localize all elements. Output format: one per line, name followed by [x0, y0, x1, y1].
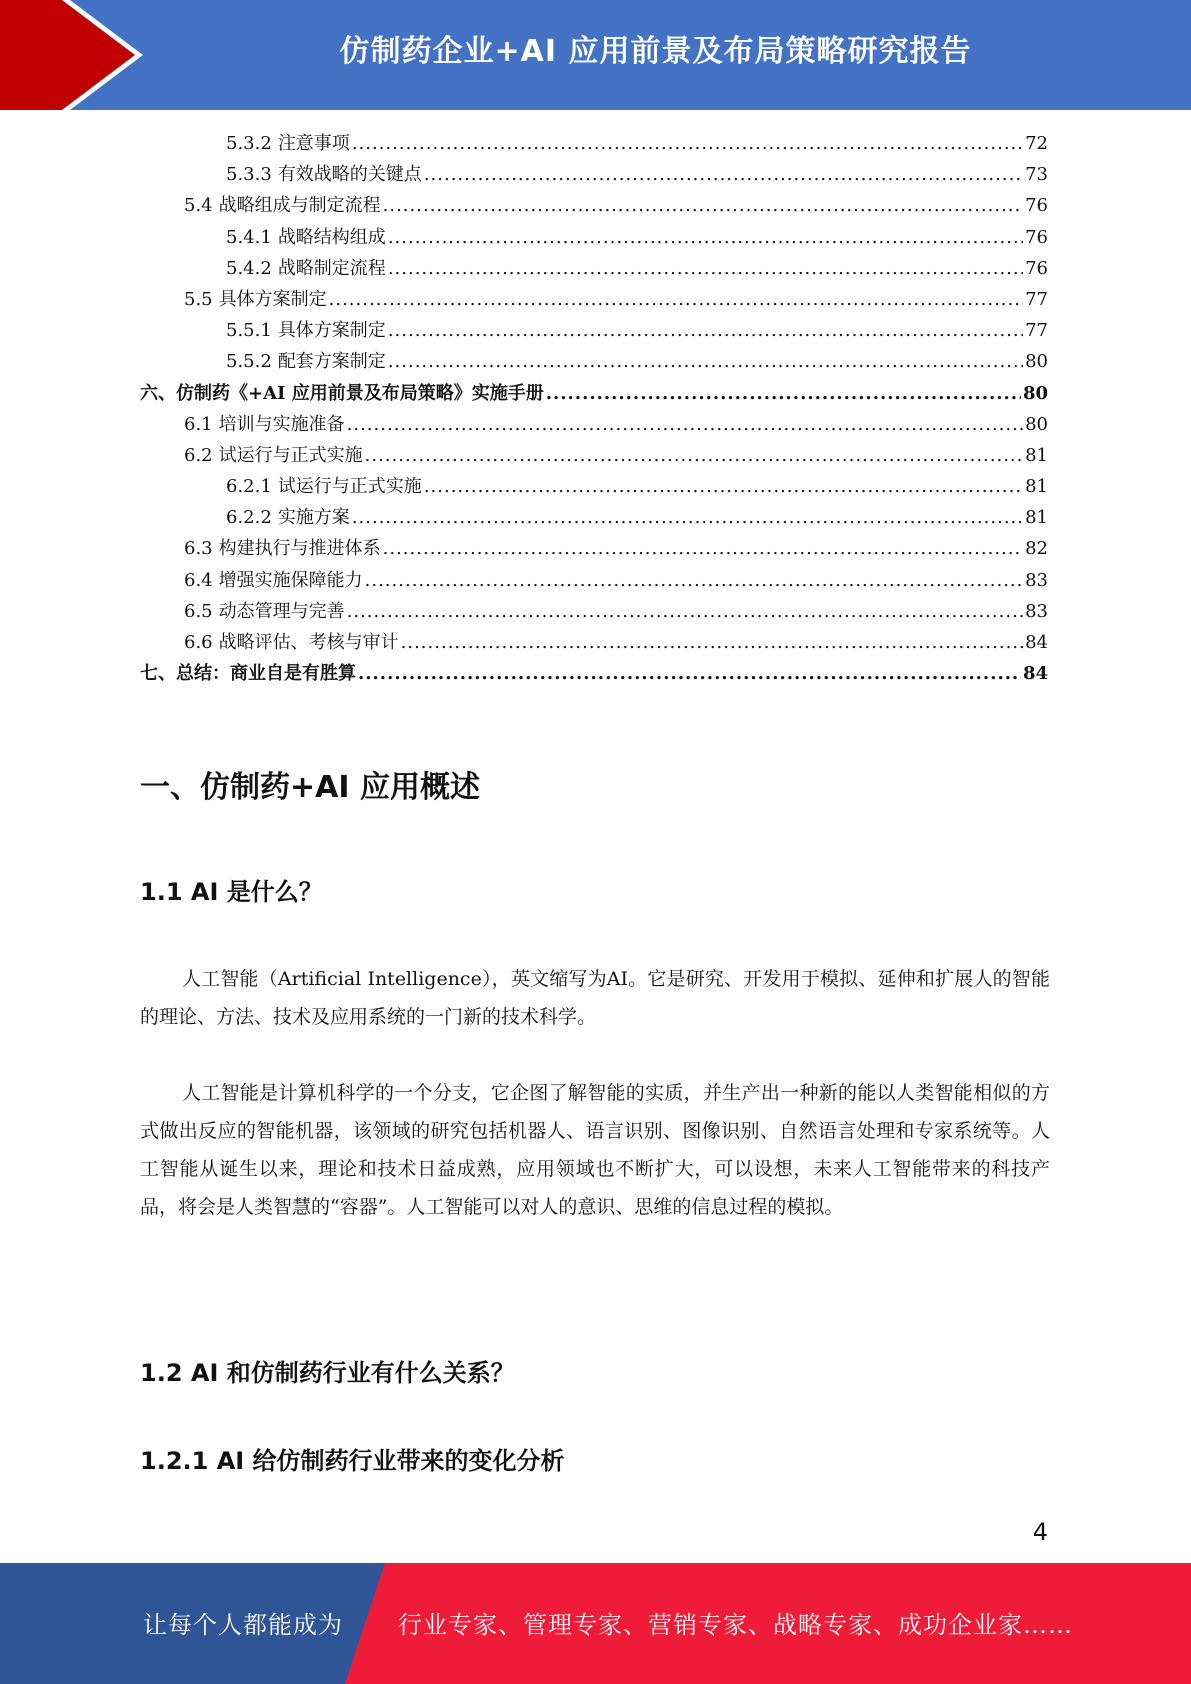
paragraph-ai-definition: 人工智能（Artificial Intelligence），英文缩写为AI。它是研究、开发用于模拟、延伸和扩展人的智能的理论、方法、技术及应用系统的一门新的技术科学。	[140, 968, 1050, 1028]
header-title: 仿制药企业+AI 应用前景及布局策略研究报告	[339, 34, 972, 69]
toc-entry-number: 5.3.3	[226, 164, 272, 186]
toc-entry[interactable]	[140, 471, 1048, 502]
toc-entry-number: 6.1	[184, 413, 213, 435]
toc-entry-title: 试运行与正式实施	[277, 476, 422, 498]
toc-entry-title: 有效战略的关键点	[277, 164, 422, 186]
subsubsection-heading-change-analysis: 1.2.1 AI 给仿制药行业带来的变化分析	[140, 1447, 565, 1475]
toc-entry-title: 动态管理与完善	[218, 600, 345, 622]
toc-dot-leader	[365, 565, 1023, 596]
toc-entry[interactable]	[140, 346, 1048, 377]
toc-dot-leader	[388, 253, 1023, 284]
toc-dot-leader	[329, 284, 1023, 315]
footer-slogan-right: 行业专家、管理专家、营销专家、战略专家、成功企业家……	[398, 1611, 1073, 1639]
toc-entry[interactable]	[140, 190, 1048, 221]
toc-entry-number: 6.3	[184, 538, 213, 560]
toc-entry-page: 83	[1025, 569, 1048, 591]
subsection-heading-what-is-ai: 1.1 AI 是什么？	[140, 878, 323, 906]
toc-dot-leader	[347, 409, 1023, 440]
toc-entry-page: 73	[1025, 164, 1048, 186]
page-footer	[0, 1563, 1191, 1684]
toc-entry[interactable]	[140, 378, 1048, 409]
toc-entry-number: 5.5	[184, 288, 213, 310]
toc-entry[interactable]	[140, 596, 1048, 627]
footer-slogan-left: 让每个人都能成为	[143, 1611, 343, 1639]
toc-entry-title: 构建执行与推进体系	[218, 538, 381, 560]
toc-entry-number: 6.6	[184, 632, 213, 653]
toc-entry[interactable]	[140, 315, 1048, 346]
toc-entry[interactable]	[140, 222, 1048, 253]
toc-entry-page: 72	[1025, 133, 1048, 154]
toc-entry-number: 5.5.1	[226, 320, 272, 342]
toc-entry-title: 实施方案	[277, 507, 350, 529]
page-header	[0, 0, 1191, 110]
toc-entry-page: 77	[1025, 288, 1048, 310]
toc-entry[interactable]	[140, 284, 1048, 315]
toc-entry[interactable]	[140, 502, 1048, 533]
toc-entry-page: 80	[1025, 351, 1048, 373]
toc-entry-page: 82	[1025, 538, 1048, 560]
toc-entry-title: 六、仿制药《+AI 应用前景及布局策略》实施手册	[140, 382, 544, 404]
toc-entry-page: 81	[1025, 476, 1048, 498]
toc-dot-leader	[383, 533, 1023, 564]
toc-dot-leader	[383, 190, 1023, 221]
toc-dot-leader	[347, 596, 1023, 627]
toc-dot-leader	[388, 315, 1023, 346]
toc-entry[interactable]	[140, 409, 1048, 440]
toc-entry[interactable]	[140, 627, 1048, 658]
toc-dot-leader	[401, 627, 1023, 658]
toc-entry-title: 注意事项	[277, 133, 350, 154]
toc-entry-number: 6.4	[184, 569, 213, 591]
toc-dot-leader	[365, 440, 1023, 471]
toc-entry[interactable]	[140, 128, 1048, 159]
toc-entry-page: 81	[1025, 444, 1048, 466]
toc-entry-page: 76	[1025, 257, 1048, 279]
toc-entry[interactable]	[140, 565, 1048, 596]
toc-dot-leader	[352, 502, 1023, 533]
section-heading: 一、仿制药+AI 应用概述	[140, 770, 480, 805]
toc-dot-leader	[388, 222, 1023, 253]
toc-dot-leader	[352, 128, 1023, 159]
toc-entry-title: 战略结构组成	[277, 226, 386, 248]
paragraph-ai-description: 人工智能是计算机科学的一个分支，它企图了解智能的实质，并生产出一种新的能以人类智能相似的方式做出反应的智能机器，该领域的研究包括机器人、语言识别、图像识别、自然语言处理和专家系统等。人工智能从诞生以来，理论和技术日益成熟，应用领域也不断扩大，可以设想，未来人工智能带来的科技产品，将会是人类智慧的“容器”。人工智能可以对人的意识、思维的信息过程的模拟。	[140, 1082, 1050, 1218]
toc-entry-page: 77	[1025, 320, 1048, 342]
toc-entry-page: 84	[1025, 632, 1048, 653]
toc-entry-title: 试运行与正式实施	[218, 444, 363, 466]
toc-entry-number: 5.4	[184, 195, 213, 217]
toc-entry-title: 七、总结：商业自是有胜算	[140, 663, 356, 685]
toc-entry-title: 战略评估、考核与审计	[218, 632, 399, 653]
toc-entry[interactable]	[140, 253, 1048, 284]
toc-entry-title: 战略制定流程	[277, 257, 386, 279]
page-number: 4	[1032, 1518, 1048, 1546]
toc-entry[interactable]	[140, 440, 1048, 471]
toc-entry-page: 81	[1025, 507, 1048, 529]
toc-entry-number: 5.5.2	[226, 351, 272, 373]
toc-dot-leader	[388, 346, 1023, 377]
toc-entry-number: 6.5	[184, 600, 213, 622]
toc-entry[interactable]	[140, 159, 1048, 190]
toc-entry-page: 76	[1025, 195, 1048, 217]
table-of-contents	[140, 128, 1048, 689]
toc-entry-title: 战略组成与制定流程	[218, 195, 381, 217]
toc-entry-title: 增强实施保障能力	[218, 569, 363, 591]
toc-entry-title: 培训与实施准备	[218, 413, 345, 435]
subsection-heading-ai-and-generics: 1.2 AI 和仿制药行业有什么关系？	[140, 1359, 515, 1387]
toc-entry-page: 76	[1025, 226, 1048, 248]
toc-dot-leader	[424, 159, 1023, 190]
toc-entry-number: 6.2.1	[226, 476, 272, 498]
toc-entry-title: 具体方案制定	[218, 288, 327, 310]
toc-dot-leader	[546, 378, 1021, 409]
toc-entry-number: 5.4.2	[226, 257, 272, 279]
toc-entry-page: 83	[1025, 600, 1048, 622]
toc-entry-number: 5.4.1	[226, 226, 272, 248]
toc-entry-number: 6.2.2	[226, 507, 272, 529]
toc-entry-page: 80	[1022, 382, 1048, 404]
toc-entry[interactable]	[140, 658, 1048, 689]
toc-entry-title: 配套方案制定	[277, 351, 386, 373]
toc-entry-number: 6.2	[184, 444, 213, 466]
toc-dot-leader	[358, 658, 1021, 689]
toc-entry-title: 具体方案制定	[277, 320, 386, 342]
toc-entry-page: 84	[1022, 663, 1048, 685]
toc-dot-leader	[424, 471, 1023, 502]
toc-entry-number: 5.3.2	[226, 133, 272, 154]
toc-entry-page: 80	[1025, 413, 1048, 435]
toc-entry[interactable]	[140, 533, 1048, 564]
header-red-arrow-icon	[0, 0, 150, 110]
